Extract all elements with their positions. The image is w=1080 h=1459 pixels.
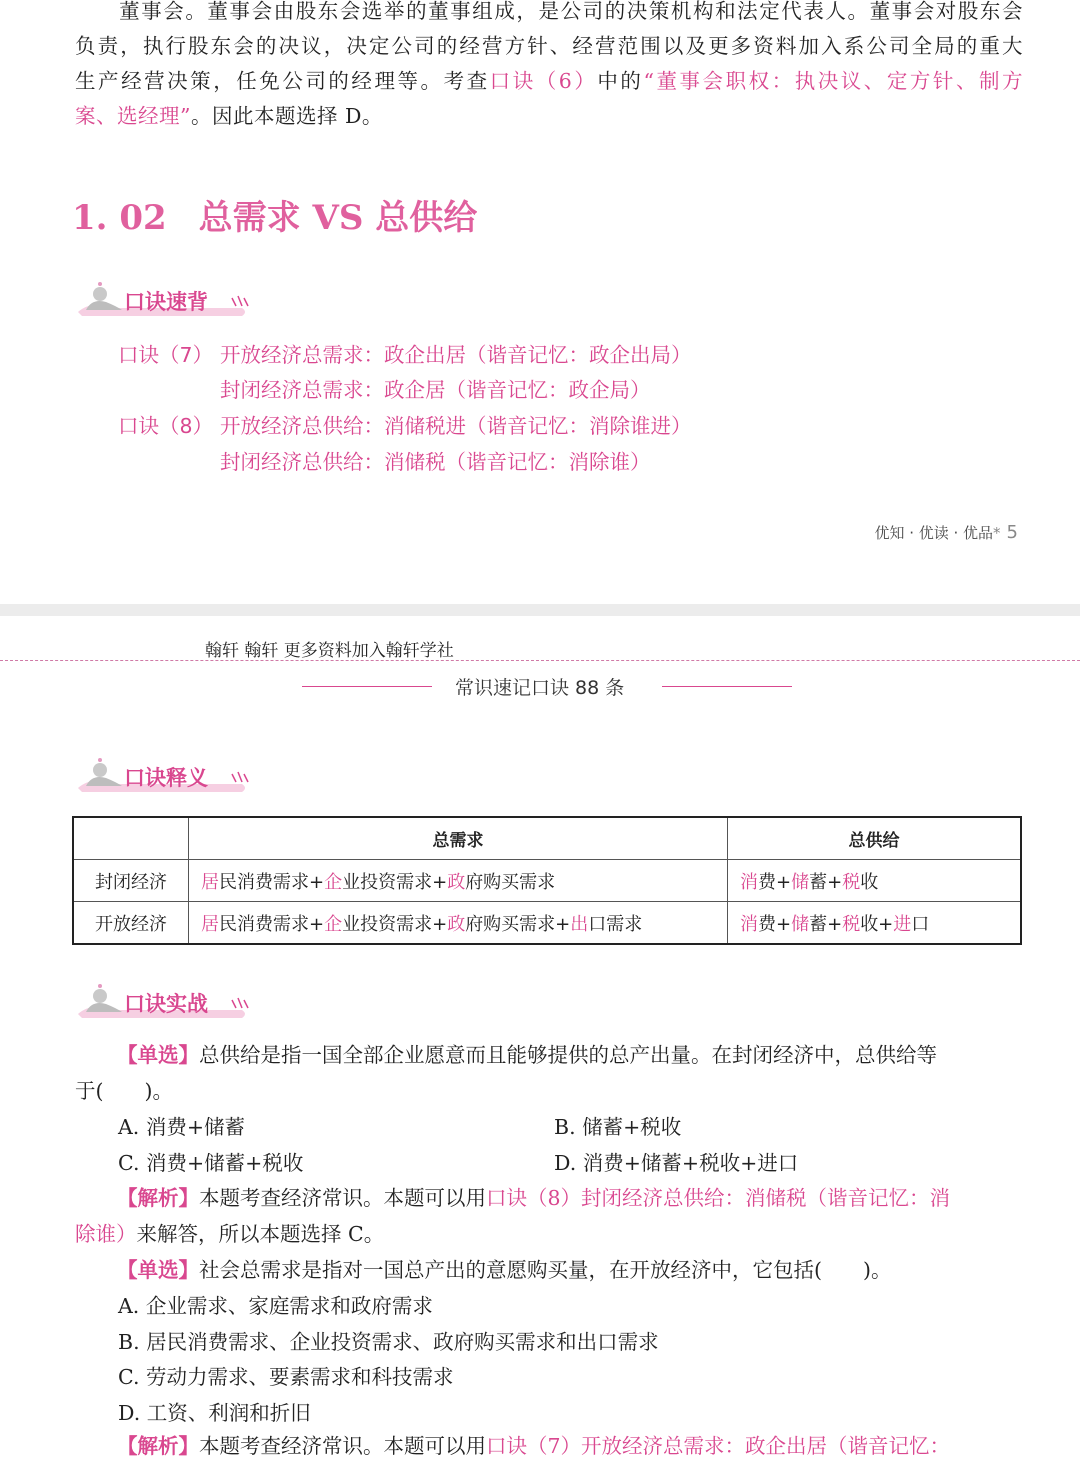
cell-text: 民消费需求+ xyxy=(219,871,325,893)
mnemonic-text: 封闭经济总需求：政企居（谐音记忆：政企局） xyxy=(220,378,651,402)
badge-recite xyxy=(72,280,272,320)
intro-line xyxy=(75,99,1023,134)
intro-line xyxy=(75,0,1023,29)
cell-text: 民消费需求+ xyxy=(219,913,325,935)
mnemonic-initial: 政 xyxy=(447,913,466,935)
mnemonic-initial: 消 xyxy=(740,871,758,893)
mnemonic-initial: 消 xyxy=(740,913,758,935)
q1-analysis-conclusion: 来解答，所以本题选择 C。 xyxy=(136,1222,385,1246)
section-number: 1. 02 xyxy=(72,198,167,238)
mnemonic-initial: 企 xyxy=(324,871,343,893)
q2-tag: 【单选】 xyxy=(117,1258,199,1282)
mnemonic-initial: 政 xyxy=(447,871,466,893)
mnemonic-item xyxy=(118,338,692,368)
q1-option-a: A. 消费+储蓄 xyxy=(118,1115,246,1139)
q1-analysis-mnemonic-cont: 除谁） xyxy=(75,1222,137,1246)
cell-text: 口需求 xyxy=(588,913,643,935)
running-title: 常识速记口诀 88 条 xyxy=(455,677,625,699)
mnemonic-label: 口诀（7） xyxy=(118,343,214,367)
mnemonic-text: 开放经济总供给：消储税进（谐音记忆：消除谁进） xyxy=(220,414,692,438)
q2-stem-text: 社会总需求是指对一国总产出的意愿购买量，在开放经济中，它包括( )。 xyxy=(199,1258,892,1282)
star-icon: * xyxy=(993,524,1001,542)
mnemonic-initial: 储 xyxy=(791,871,810,893)
q1-option-c: C. 消费+储蓄+税收 xyxy=(118,1151,304,1175)
cell-text: 府购买需求+ xyxy=(465,913,571,935)
q1-option-b: B. 储蓄+税收 xyxy=(554,1115,682,1139)
section-title: 总需求 VS 总供给 xyxy=(198,198,478,238)
watermark-text: 翰轩 翰轩 更多资料加入翰轩学社 xyxy=(205,641,454,661)
q1-analysis-line2 xyxy=(75,1217,1023,1247)
q2-stem xyxy=(75,1253,1023,1283)
highlight-text: 口诀（6） xyxy=(489,69,598,93)
mnemonic-initial: 税 xyxy=(842,913,861,935)
mnemonic-item xyxy=(118,409,692,439)
row-label-cell: 封闭经济 xyxy=(73,860,189,902)
intro-line xyxy=(75,29,1023,64)
q2-analysis-line1 xyxy=(75,1429,1023,1459)
table-header-cell xyxy=(73,817,189,860)
q2-option-a: A. 企业需求、家庭需求和政府需求 xyxy=(118,1294,433,1318)
footer-brand-text: 优知 · 优读 · 优品 xyxy=(874,524,994,542)
table-row xyxy=(73,902,1021,945)
supply-cell xyxy=(728,902,1022,945)
cell-text: 业投资需求+ xyxy=(342,871,448,893)
body-text: 负责，执行股东会的决议，决定公司的经营方针、经营范围以及更多资料加入系公司全局的重大 xyxy=(75,34,1023,58)
page-number: 5 xyxy=(1006,522,1018,543)
q1-analysis-text: 本题考查经济常识。本题可以用 xyxy=(199,1186,486,1210)
cell-text: 收+ xyxy=(860,913,894,935)
mnemonic-item xyxy=(118,445,651,475)
mnemonic-initial: 出 xyxy=(570,913,589,935)
q1-analysis-tag: 【解析】 xyxy=(117,1186,199,1210)
dashed-divider xyxy=(0,660,1080,661)
footer-brand xyxy=(874,522,1018,543)
body-text: 董事会。董事会由股东会选举的董事组成，是公司的决策机构和法定代表人。董事会对股东会 xyxy=(75,0,1023,23)
q1-stem-line1 xyxy=(75,1038,1023,1068)
q1-tag: 【单选】 xyxy=(117,1043,199,1067)
q2-option-d: D. 工资、利润和折旧 xyxy=(118,1401,311,1425)
q2-option-b: B. 居民消费需求、企业投资需求、政府购买需求和出口需求 xyxy=(118,1330,659,1354)
intro-line xyxy=(75,64,1023,99)
book-page-upper xyxy=(0,0,1080,604)
mnemonic-text: 封闭经济总供给：消储税（谐音记忆：消除谁） xyxy=(220,450,651,474)
header-rule-right xyxy=(662,686,792,687)
badge-recite-label: 口诀速背 xyxy=(124,290,208,314)
mnemonic-initial: 居 xyxy=(201,871,219,893)
book-page-lower xyxy=(0,616,1080,1458)
mnemonic-item xyxy=(118,373,651,403)
q2-analysis-text: 本题考查经济常识。本题可以用 xyxy=(199,1434,486,1458)
cell-text: 蓄+ xyxy=(809,913,843,935)
running-header xyxy=(0,672,1080,702)
cell-text: 口 xyxy=(911,913,930,935)
mnemonic-initial: 税 xyxy=(842,871,861,893)
badge-practice-label: 口诀实战 xyxy=(124,992,208,1016)
q2-analysis-tag: 【解析】 xyxy=(117,1434,199,1458)
mnemonic-table xyxy=(72,816,1022,945)
table-header-cell: 总供给 xyxy=(728,817,1022,860)
q1-stem: 总供给是指一国全部企业愿意而且能够提供的总产出量。在封闭经济中，总供给等 xyxy=(199,1043,937,1067)
q1-analysis-mnemonic: 口诀（8）封闭经济总供给：消储税（谐音记忆：消 xyxy=(486,1186,951,1210)
cell-text: 蓄+ xyxy=(809,871,843,893)
demand-cell xyxy=(189,902,728,945)
q1-option-d: D. 消费+储蓄+税收+进口 xyxy=(554,1151,799,1175)
mnemonic-initial: 进 xyxy=(893,913,912,935)
badge-explain-label: 口诀释义 xyxy=(124,766,208,790)
highlight-text: “董事会职权：执决议、定方针、制方 xyxy=(643,69,1024,93)
mnemonic-label: 口诀（8） xyxy=(118,414,214,438)
cell-text: 收 xyxy=(860,871,879,893)
badge-explain xyxy=(72,756,272,796)
body-text: 生产经营决策，任免公司的经理等。考查 xyxy=(75,69,490,93)
section-heading xyxy=(72,190,477,239)
page-separator xyxy=(0,604,1080,616)
mnemonic-initial: 企 xyxy=(324,913,343,935)
table-header-cell: 总需求 xyxy=(189,817,728,860)
header-rule-left xyxy=(302,686,432,687)
mnemonic-text: 开放经济总需求：政企出居（谐音记忆：政企出局） xyxy=(220,343,692,367)
intro-paragraph xyxy=(75,0,1023,134)
q2-analysis-mnemonic: 口诀（7）开放经济总需求：政企出居（谐音记忆： xyxy=(486,1434,951,1458)
q1-stem-line2: 于( )。 xyxy=(75,1079,173,1103)
cell-text: 费+ xyxy=(758,871,792,893)
table-row xyxy=(73,860,1021,902)
q1-analysis-line1 xyxy=(75,1181,1023,1211)
row-label-cell: 开放经济 xyxy=(73,902,189,945)
body-text: 。因此本题选择 D。 xyxy=(190,104,383,128)
highlight-text: 案、选经理” xyxy=(75,104,191,128)
q2-option-c: C. 劳动力需求、要素需求和科技需求 xyxy=(118,1365,454,1389)
table-header-row xyxy=(73,817,1021,860)
body-text: 中的 xyxy=(597,69,644,93)
mnemonic-initial: 居 xyxy=(201,913,219,935)
cell-text: 业投资需求+ xyxy=(342,913,448,935)
badge-practice xyxy=(72,982,272,1022)
supply-cell xyxy=(728,860,1022,902)
mnemonic-initial: 储 xyxy=(791,913,810,935)
demand-cell xyxy=(189,860,728,902)
cell-text: 府购买需求 xyxy=(465,871,556,893)
cell-text: 费+ xyxy=(758,913,792,935)
